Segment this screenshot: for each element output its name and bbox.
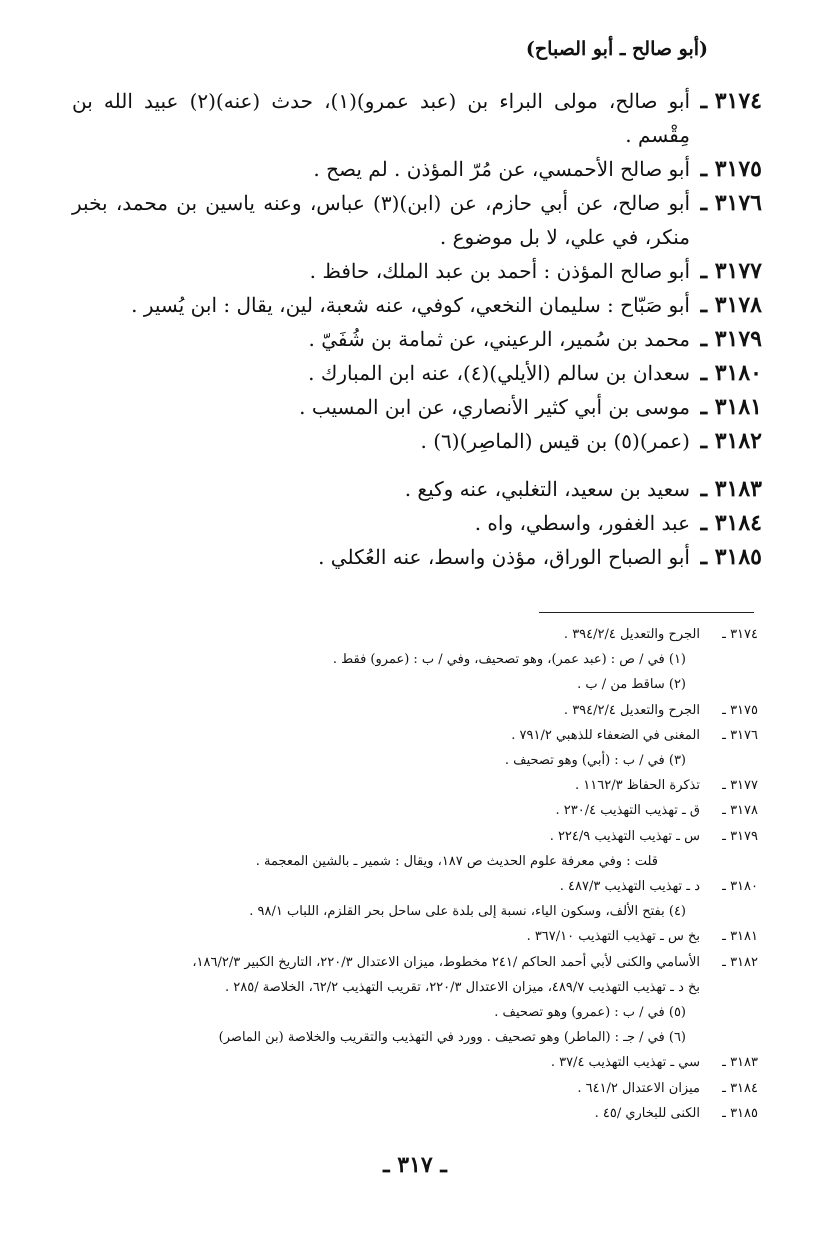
footnote-number: ٣١٧٨ ـ (722, 803, 758, 819)
footnote-note-3: (٣) في / ب : (أبي) وهو تصحيف . (504, 753, 686, 769)
footnote-note-1: (١) في / ص : (عبد عمر)، وهو تصحيف، وفي / ب : (عمرو) فقط . (332, 652, 686, 668)
entry-text: (عمر)(٥) بن قيس (الماصِر)(٦) . (420, 429, 690, 453)
footnote-remark: قلت : وفي معرفة علوم الحديث ص ١٨٧، ويقال : شمير ـ بالشين المعجمة . (255, 853, 658, 869)
footnote-text: سي ـ تهذيب التهذيب ٣٧/٤ . (550, 1055, 700, 1071)
footnote-number: ٣١٧٥ ـ (722, 702, 758, 718)
footnote-note-4: (٤) بفتح الألف، وسكون الياء، نسبة إلى بلدة على ساحل بحر القلزم، اللباب ٩٨/١ . (249, 904, 686, 920)
running-header: (أبو صالح ـ أبو الصباح) (525, 38, 708, 60)
entry-number: ٣١٧٥ ـ (700, 156, 762, 182)
entry-text: سعيد بن سعيد، التغلبي، عنه وكيع . (404, 477, 690, 501)
footnotes (68, 622, 758, 1126)
entry-3176 (72, 186, 762, 254)
page-number: ـ ٣١٧ ـ (383, 1152, 447, 1178)
entry-3179 (72, 322, 762, 356)
footnote-3180 (68, 874, 758, 899)
entry-number: ٣١٨١ ـ (700, 394, 762, 420)
footnote-3177 (68, 773, 758, 798)
footnote-3179 (68, 824, 758, 849)
footnote-number: ٣١٧٤ ـ (722, 627, 758, 642)
footnote-note-6: (٦) في / جـ : (الماطر) وهو تصحيف . وورد في التهذيب والتقريب والخلاصة (بن الماصر) (218, 1030, 686, 1046)
footnote-3183 (68, 1050, 758, 1075)
footnote-number: ٣١٨٢ ـ (722, 954, 758, 970)
entry-text: أبو صالح، مولى البراء بن (عبد عمرو)(١)، حدث (عنه)(٢) عبيد الله بن مِقْسم . (72, 89, 690, 147)
footnote-text: الجرح والتعديل ٣٩٤/٢/٤ . (563, 702, 700, 718)
footnote-3182 (68, 950, 758, 975)
footnote-text: الكنى للبخاري /٤٥ . (594, 1105, 700, 1121)
footnote-number: ٣١٧٩ ـ (722, 828, 758, 844)
entry-number: ٣١٧٨ ـ (700, 292, 762, 318)
footnote-number: ٣١٧٦ ـ (722, 727, 758, 743)
footnote-3182-continued (68, 975, 758, 1000)
entry-3177 (72, 254, 762, 288)
entry-text: عبد الغفور، واسطي، واه . (474, 511, 690, 535)
entry-3182 (72, 424, 762, 458)
entry-text: محمد بن سُمير، الرعيني، عن ثمامة بن شُفَيّ . (308, 327, 690, 351)
footnote-text: س ـ تهذيب التهذيب ٢٢٤/٩ . (549, 828, 700, 844)
footnote-3181 (68, 924, 758, 949)
footnote-text: تذكرة الحفاظ ١١٦٢/٣ . (575, 778, 700, 794)
footnote-text: الأسامي والكنى لأبي أحمد الحاكم /٢٤١ مخطوط، ميزان الاعتدال ٢٢٠/٣، التاريخ الكبير ١٨٦/٢/٣، (192, 954, 700, 970)
entry-number: ٣١٨٢ ـ (700, 428, 762, 454)
footnote-number: ٣١٨٣ ـ (722, 1055, 758, 1071)
entry-text: أبو صالح، عن أبي حازم، عن (ابن)(٣) عباس، وعنه ياسين بن محمد، بخبر منكر، في علي، لا بل موضوع . (72, 191, 690, 249)
footnote-number: ٣١٨٠ ـ (722, 879, 758, 895)
footnote-text: المغنى في الضعفاء للذهبي ٧٩١/٢ . (511, 727, 700, 743)
footnote-text: ق ـ تهذيب التهذيب ٢٣٠/٤ . (555, 803, 700, 819)
footnote-text: بخ س ـ تهذيب التهذيب ٣٦٧/١٠ . (526, 929, 700, 945)
footnote-note-5: (٥) في / ب : (عمرو) وهو تصحيف . (494, 1005, 686, 1021)
footnote-number: ٣١٨١ ـ (722, 929, 758, 945)
entries-list (72, 84, 762, 574)
footnote-text: د ـ تهذيب التهذيب ٤٨٧/٣ . (559, 879, 700, 895)
entry-text: أبو صَبّاح : سليمان النخعي، كوفي، عنه شعبة، لين، يقال : ابن يُسير . (131, 293, 690, 317)
footnote-text: الجرح والتعديل ٣٩٤/٢/٤ . (563, 627, 700, 642)
entry-number: ٣١٧٤ ـ (700, 88, 762, 114)
entry-number: ٣١٧٧ ـ (700, 258, 762, 284)
entry-3180 (72, 356, 762, 390)
footnote-3175 (68, 698, 758, 723)
entry-text: أبو صالح المؤذن : أحمد بن عبد الملك، حافظ . (309, 259, 690, 283)
spacer (72, 458, 762, 472)
footnote-number: ٣١٨٥ ـ (722, 1105, 758, 1121)
footnote-3174 (68, 622, 758, 647)
footnote-3176 (68, 723, 758, 748)
entry-number: ٣١٨٤ ـ (700, 510, 762, 536)
footnote-number: ٣١٨٤ ـ (722, 1080, 758, 1096)
entry-number: ٣١٧٦ ـ (700, 190, 762, 216)
entry-3174 (72, 84, 762, 152)
footnote-3184 (68, 1076, 758, 1101)
footnote-3185 (68, 1101, 758, 1126)
entry-3178 (72, 288, 762, 322)
entry-3183 (72, 472, 762, 506)
entry-text: سعدان بن سالم (الأيلي)(٤)، عنه ابن المبارك . (308, 361, 690, 385)
entry-text: موسى بن أبي كثير الأنصاري، عن ابن المسيب . (299, 395, 690, 419)
entry-3184 (72, 506, 762, 540)
entry-number: ٣١٨٣ ـ (700, 476, 762, 502)
entry-3185 (72, 540, 762, 574)
entry-3181 (72, 390, 762, 424)
footnote-number: ٣١٧٧ ـ (722, 778, 758, 794)
footnote-text: ميزان الاعتدال ٦٤١/٢ . (577, 1080, 700, 1096)
footnote-text: بخ د ـ تهذيب التهذيب ٤٨٩/٧، ميزان الاعتدال ٢٢٠/٣، تقريب التهذيب ٦٢/٢، الخلاصة /٢٨٥ . (225, 979, 700, 995)
entry-3175 (72, 152, 762, 186)
footnote-divider (539, 612, 754, 613)
footnote-3178 (68, 798, 758, 823)
footnote-note-2: (٢) ساقط من / ب . (577, 677, 686, 693)
entry-number: ٣١٨٥ ـ (700, 544, 762, 570)
entry-number: ٣١٧٩ ـ (700, 326, 762, 352)
entry-text: أبو صالح الأحمسي، عن مُرّ المؤذن . لم يصح . (313, 157, 690, 181)
entry-text: أبو الصباح الوراق، مؤذن واسط، عنه العُكلي . (318, 545, 690, 569)
entry-number: ٣١٨٠ ـ (700, 360, 762, 386)
